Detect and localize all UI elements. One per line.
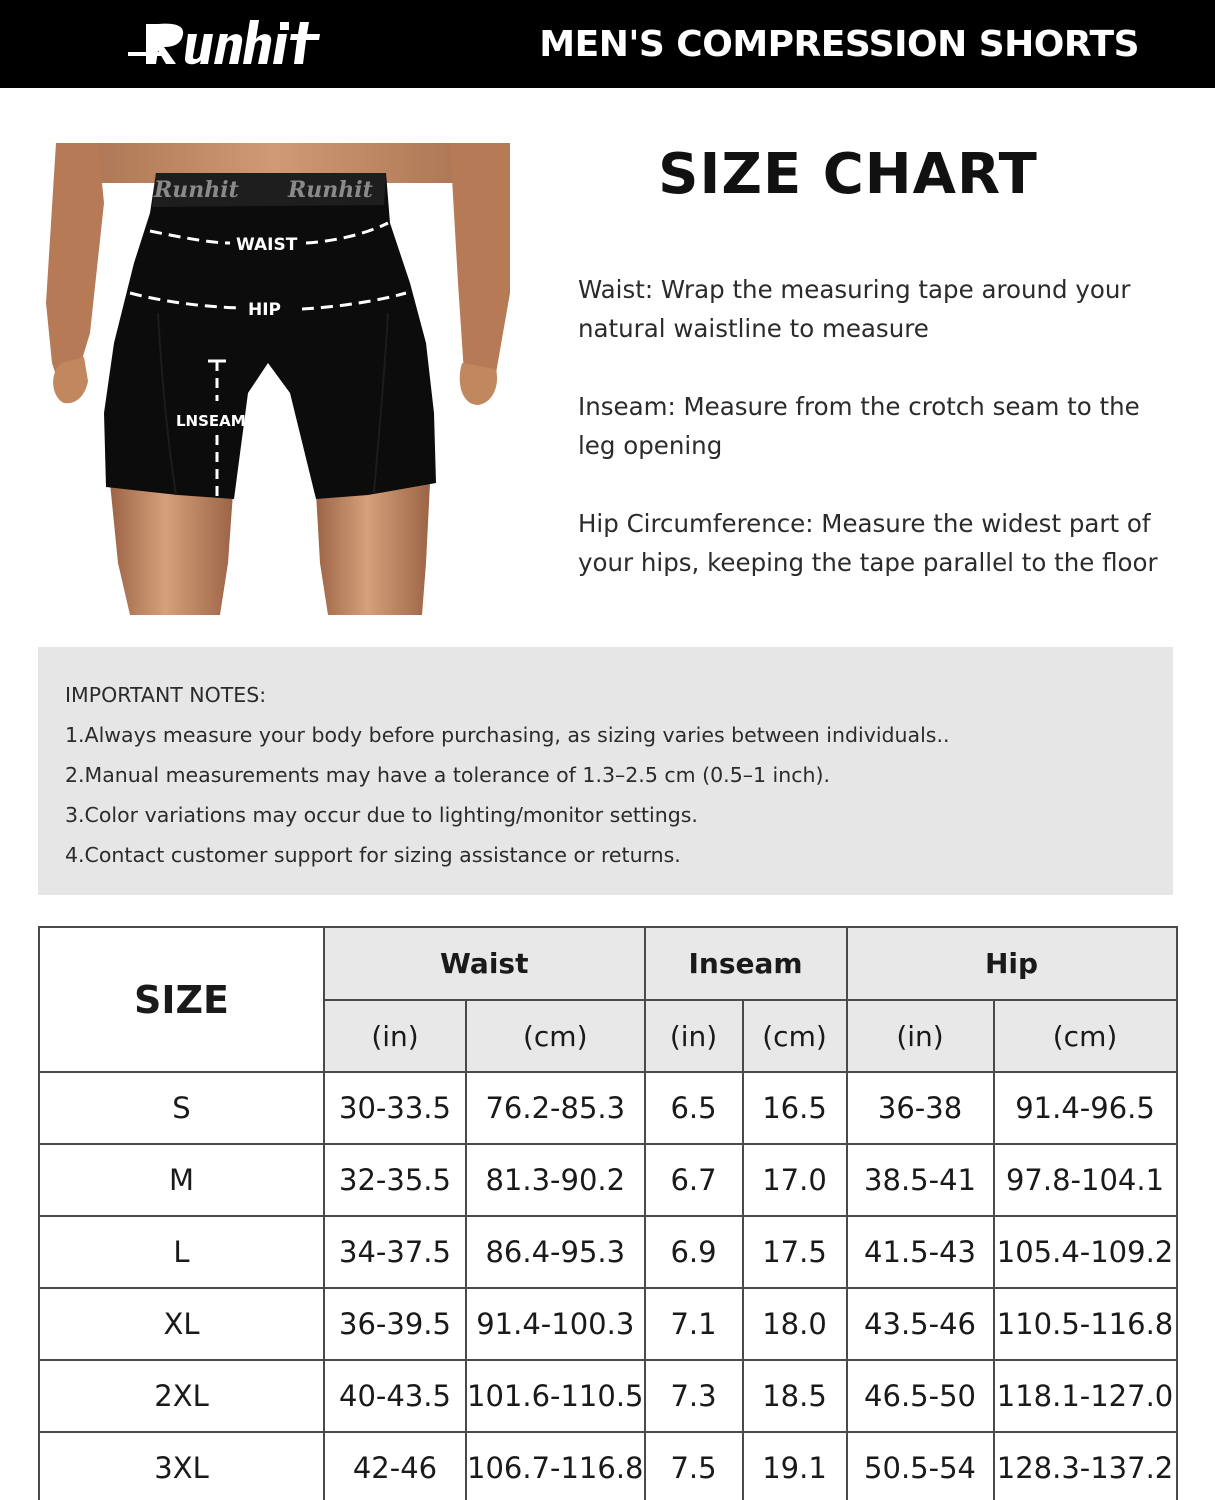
table-cell: 128.3-137.2 <box>994 1432 1177 1500</box>
right-leg <box>316 483 430 615</box>
size-cell: 3XL <box>39 1432 324 1500</box>
table-cell: 6.5 <box>645 1072 743 1144</box>
table-row <box>39 1288 1177 1360</box>
product-title: MEN'S COMPRESSION SHORTS <box>539 24 1139 65</box>
table-cell: 7.5 <box>645 1432 743 1500</box>
table-cell: 43.5-46 <box>847 1288 994 1360</box>
table-cell: 32-35.5 <box>324 1144 466 1216</box>
inseam-header: Inseam <box>645 927 847 1000</box>
table-cell: 97.8-104.1 <box>994 1144 1177 1216</box>
table-cell: 7.3 <box>645 1360 743 1432</box>
unit-header: (cm) <box>743 1000 847 1072</box>
table-cell: 38.5-41 <box>847 1144 994 1216</box>
table-cell: 6.9 <box>645 1216 743 1288</box>
table-cell: 6.7 <box>645 1144 743 1216</box>
table-cell: 46.5-50 <box>847 1360 994 1432</box>
unit-header: (cm) <box>994 1000 1177 1072</box>
size-cell: XL <box>39 1288 324 1360</box>
table-cell: 36-38 <box>847 1072 994 1144</box>
table-cell: 101.6-110.5 <box>466 1360 645 1432</box>
waist-label: WAIST <box>236 235 298 255</box>
waist-instruction: Waist: Wrap the measuring tape around your natural waistline to measure <box>578 275 1131 343</box>
table-cell: 36-39.5 <box>324 1288 466 1360</box>
unit-header: (in) <box>847 1000 994 1072</box>
size-cell: M <box>39 1144 324 1216</box>
table-cell: 7.1 <box>645 1288 743 1360</box>
size-cell: S <box>39 1072 324 1144</box>
table-cell: 106.7-116.8 <box>466 1432 645 1500</box>
inseam-instruction: Inseam: Measure from the crotch seam to the leg opening <box>578 392 1140 460</box>
left-leg <box>110 483 233 615</box>
table-cell: 86.4-95.3 <box>466 1216 645 1288</box>
table-row <box>39 1072 1177 1144</box>
hip-label: HIP <box>248 300 282 320</box>
table-cell: 17.0 <box>743 1144 847 1216</box>
table-row <box>39 1432 1177 1500</box>
important-notes <box>38 647 1173 895</box>
size-cell: 2XL <box>39 1360 324 1432</box>
size-table <box>38 926 1178 1500</box>
table-cell: 118.1-127.0 <box>994 1360 1177 1432</box>
table-cell: 17.5 <box>743 1216 847 1288</box>
svg-text:Runhit: Runhit <box>154 177 239 203</box>
waist-header: Waist <box>324 927 645 1000</box>
model-figure <box>38 143 510 615</box>
table-cell: 41.5-43 <box>847 1216 994 1288</box>
size-chart-heading: SIZE CHART <box>658 142 1038 207</box>
table-cell: 34-37.5 <box>324 1216 466 1288</box>
hip-header: Hip <box>847 927 1177 1000</box>
unit-header: (in) <box>645 1000 743 1072</box>
table-cell: 16.5 <box>743 1072 847 1144</box>
note-item: 3.Color variations may occur due to lighting/monitor settings. <box>65 803 698 827</box>
svg-text:Runhit: Runhit <box>288 177 373 203</box>
table-row <box>39 1144 1177 1216</box>
table-cell: 18.5 <box>743 1360 847 1432</box>
unit-header: (cm) <box>466 1000 645 1072</box>
table-row <box>39 1360 1177 1432</box>
table-cell: 18.0 <box>743 1288 847 1360</box>
table-cell: 91.4-100.3 <box>466 1288 645 1360</box>
header-bar <box>0 0 1215 88</box>
table-cell: 42-46 <box>324 1432 466 1500</box>
table-cell: 81.3-90.2 <box>466 1144 645 1216</box>
table-cell: 30-33.5 <box>324 1072 466 1144</box>
size-column-header: SIZE <box>39 927 324 1072</box>
table-cell: 40-43.5 <box>324 1360 466 1432</box>
table-cell: 110.5-116.8 <box>994 1288 1177 1360</box>
notes-title: IMPORTANT NOTES: <box>65 683 267 707</box>
table-row <box>39 1216 1177 1288</box>
note-item: 4.Contact customer support for sizing assistance or returns. <box>65 843 681 867</box>
brand-logo <box>128 14 338 74</box>
table-cell: 76.2-85.3 <box>466 1072 645 1144</box>
table-cell: 105.4-109.2 <box>994 1216 1177 1288</box>
table-cell: 91.4-96.5 <box>994 1072 1177 1144</box>
unit-header: (in) <box>324 1000 466 1072</box>
note-item: 1.Always measure your body before purchasing, as sizing varies between individuals.. <box>65 723 950 747</box>
inseam-label: LNSEAM <box>176 412 246 430</box>
table-cell: 50.5-54 <box>847 1432 994 1500</box>
size-cell: L <box>39 1216 324 1288</box>
note-item: 2.Manual measurements may have a tolerance of 1.3–2.5 cm (0.5–1 inch). <box>65 763 831 787</box>
hip-instruction: Hip Circumference: Measure the widest part of your hips, keeping the tape parallel to the floor <box>578 509 1158 577</box>
table-cell: 19.1 <box>743 1432 847 1500</box>
